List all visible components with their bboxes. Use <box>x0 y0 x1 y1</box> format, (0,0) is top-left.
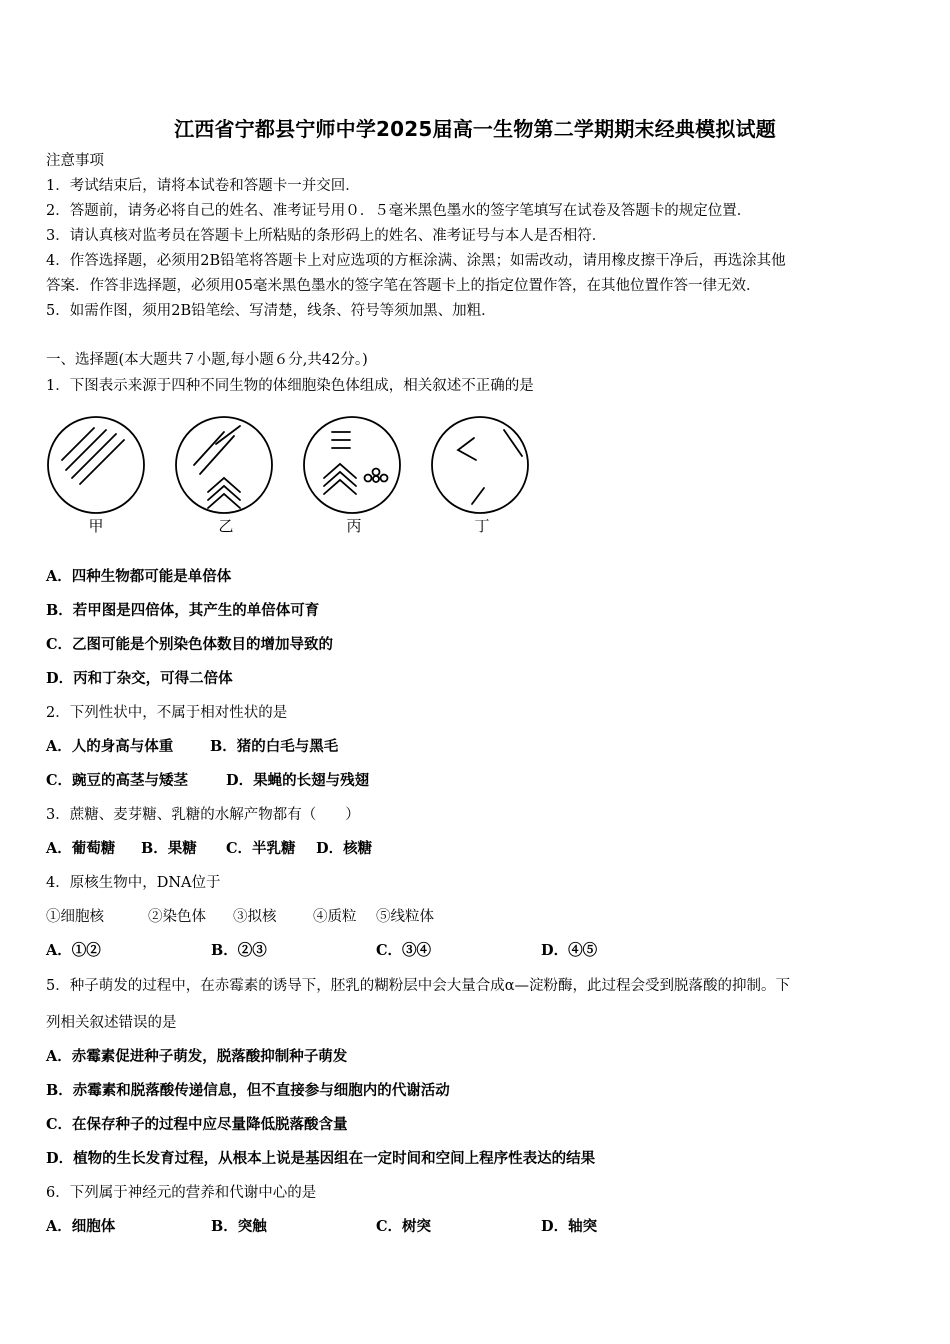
question-6-option: B．突触 <box>211 1218 267 1235</box>
notice-item: 1．考试结束后，请将本试卷和答题卡一并交回． <box>46 178 360 194</box>
chromosome-figure <box>44 410 544 545</box>
question-5-stem-cont: 列相关叙述错误的是 <box>46 1015 177 1031</box>
figure-label-jia: 甲 <box>88 517 104 535</box>
question-2-option: D．果蝇的长翅与残翅 <box>226 772 370 789</box>
question-2-stem: 2．下列性状中，不属于相对性状的是 <box>46 705 288 721</box>
notice-item: 答案．作答非选择题，必须用05毫米黑色墨水的签字笔在答题卡上的指定位置作答，在其他位置作答一律无效． <box>46 278 761 294</box>
chromosome-figure-svg <box>44 410 544 545</box>
question-4-stem: 4．原核生物中，DNA位于 <box>46 875 221 891</box>
notice-heading: 注意事项 <box>46 153 104 169</box>
question-2-option: A．人的身高与体重 <box>46 738 174 755</box>
question-4-options <box>46 941 597 961</box>
question-5-option: D．植物的生长发育过程，从根本上说是基因组在一定时间和空间上程序性表达的结果 <box>46 1150 596 1167</box>
question-2-option: C．豌豆的高茎与矮茎 <box>46 772 189 789</box>
notice-item: 2．答题前，请务必将自己的姓名、准考证号用０．５毫米黑色墨水的签字笔填写在试卷及答题卡的规定位置． <box>46 203 752 219</box>
question-3-option: A．葡萄糖 <box>46 840 116 857</box>
figure-label-bing: 丙 <box>346 517 362 535</box>
cell-bing-chromosomes <box>324 432 388 494</box>
notice-item: 5．如需作图，须用2B铅笔绘、写清楚，线条、符号等须加黑、加粗． <box>46 303 496 319</box>
notice-item: 4．作答选择题，必须用2B铅笔将答题卡上对应选项的方框涂满、涂黑；如需改动，请用橡皮擦干净后，再选涂其他 <box>46 253 786 269</box>
section-heading: 一、选择题(本大题共７小题,每小题６分,共42分。) <box>46 352 368 368</box>
question-4-item: ④质粒 <box>313 909 357 925</box>
question-3-options <box>46 839 372 859</box>
question-5-stem: 5．种子萌发的过程中，在赤霉素的诱导下，胚乳的糊粉层中会大量合成α—淀粉酶，此过程会受到脱落酸的抑制。下 <box>46 978 791 994</box>
question-4-item: ①细胞核 <box>46 909 104 925</box>
question-2-options-row1 <box>46 737 338 757</box>
question-1-stem: 1．下图表示来源于四种不同生物的体细胞染色体组成，相关叙述不正确的是 <box>46 378 534 394</box>
question-6-options <box>46 1217 597 1237</box>
question-4-item: ②染色体 <box>148 909 206 925</box>
question-1-option: D．丙和丁杂交，可得二倍体 <box>46 670 233 687</box>
question-5-option: B．赤霉素和脱落酸传递信息，但不直接参与细胞内的代谢活动 <box>46 1082 450 1099</box>
question-2-options-row2 <box>46 771 369 791</box>
question-6-option: D．轴突 <box>541 1218 598 1235</box>
question-3-option: C．半乳糖 <box>226 840 296 857</box>
figure-label-yi: 乙 <box>218 517 234 535</box>
question-5-option: C．在保存种子的过程中应尽量降低脱落酸含量 <box>46 1116 348 1133</box>
question-4-items <box>46 907 434 927</box>
notice-item: 3．请认真核对监考员在答题卡上所粘贴的条形码上的姓名、准考证号与本人是否相符． <box>46 228 607 244</box>
question-1-option: A．四种生物都可能是单倍体 <box>46 568 232 585</box>
question-1-option: B．若甲图是四倍体，其产生的单倍体可育 <box>46 602 320 619</box>
question-4-option: D．④⑤ <box>541 942 598 959</box>
question-6-option: A．细胞体 <box>46 1218 116 1235</box>
question-3-option: D．核糖 <box>316 840 373 857</box>
question-4-option: A．①② <box>46 942 101 959</box>
question-2-option: B．猪的白毛与黑毛 <box>210 738 339 755</box>
page-title: 江西省宁都县宁师中学2025届高一生物第二学期期末经典模拟试题 <box>174 117 776 141</box>
question-5-option: A．赤霉素促进种子萌发，脱落酸抑制种子萌发 <box>46 1048 348 1065</box>
question-6-stem: 6．下列属于神经元的营养和代谢中心的是 <box>46 1185 317 1201</box>
question-4-option: C．③④ <box>376 942 432 959</box>
question-3-stem: 3．蔗糖、麦芽糖、乳糖的水解产物都有（ ） <box>46 807 360 823</box>
question-4-item: ⑤线粒体 <box>376 909 434 925</box>
cell-jia-outline <box>48 417 144 513</box>
figure-label-ding: 丁 <box>474 517 490 535</box>
cell-ding-outline <box>432 417 528 513</box>
cell-jia-chromosomes <box>62 428 124 484</box>
cell-bing-outline <box>304 417 400 513</box>
cell-yi-chromosomes <box>194 426 240 508</box>
question-4-item: ③拟核 <box>233 909 277 925</box>
question-1-option: C．乙图可能是个别染色体数目的增加导致的 <box>46 636 334 653</box>
question-4-option: B．②③ <box>211 942 267 959</box>
cell-ding-chromosomes <box>458 430 522 504</box>
question-3-option: B．果糖 <box>141 840 197 857</box>
question-6-option: C．树突 <box>376 1218 432 1235</box>
